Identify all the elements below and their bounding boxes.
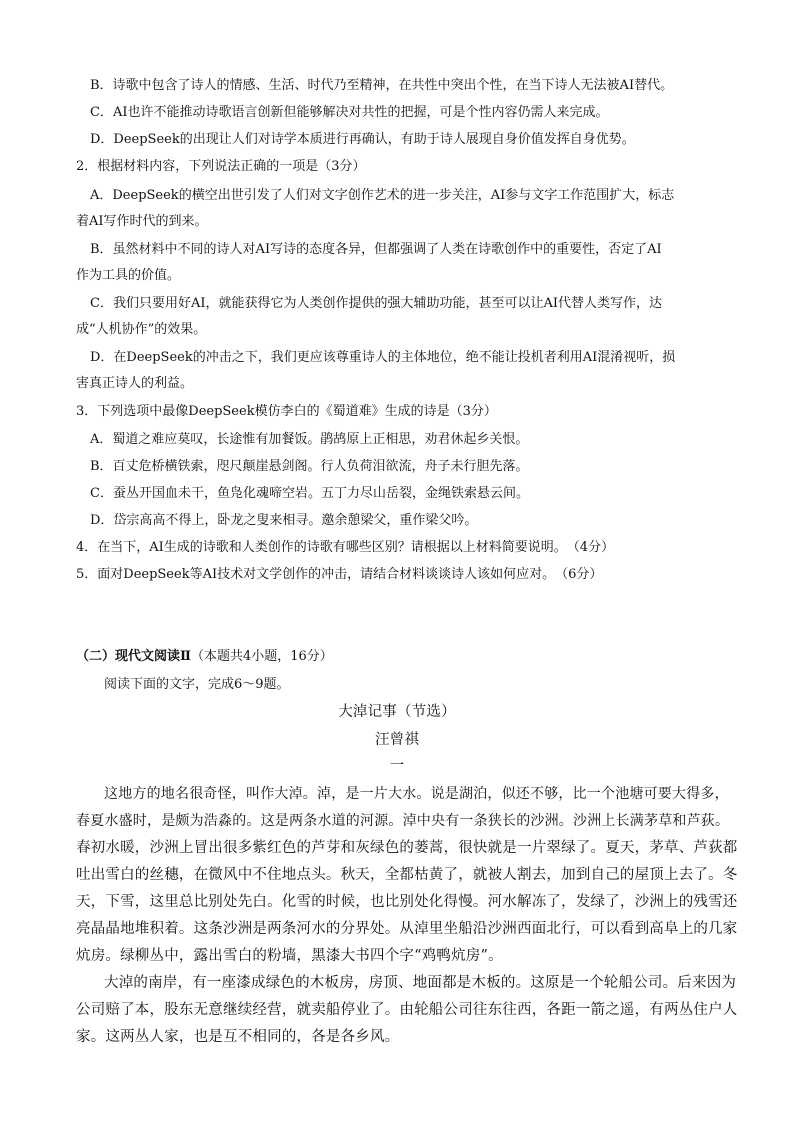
q1-option-b: B．诗歌中包含了诗人的情感、生活、时代乃至精神，在共性中突出个性，在当下诗人无法被AI替代。 — [90, 78, 674, 93]
q2-option-d-cont: 害真正诗人的利益。 — [76, 376, 194, 391]
q2-option-c: C．我们只要用好AI，就能获得它为人类创作提供的强大辅助功能，甚至可以让AI代替人类写作，达 — [90, 296, 662, 311]
q2-option-a: A．DeepSeek的横空出世引发了人们对文字创作艺术的进一步关注，AI参与文字工作范围扩大，标志 — [90, 188, 675, 203]
article-author: 汪曾祺 — [374, 732, 420, 748]
q2-option-b-cont: 作为工具的价值。 — [76, 268, 181, 283]
q2-option-d: D．在DeepSeek的冲击之下，我们更应该尊重诗人的主体地位，绝不能让投机者利用AI混淆视听，损 — [90, 350, 676, 365]
paragraph-line: 天，下雪，这里总比别处先白。化雪的时候，也比别处化得慢。河水解冻了，发绿了，沙洲上的残雪还 — [76, 894, 738, 910]
section-instruction: 阅读下面的文字，完成6～9题。 — [104, 677, 290, 692]
q2-stem: 2．根据材料内容，下列说法正确的一项是（3分） — [76, 159, 366, 174]
paragraph-line: 亮晶晶地堆积着。这条沙洲是两条河水的分界处。从淖里坐船沿沙洲西面北行，可以看到高阜上的几家 — [76, 921, 738, 937]
paragraph-line: 春初水暖，沙洲上冒出很多紫红色的芦芽和灰绿色的蒌蒿，很快就是一片翠绿了。夏天，茅草、芦荻都 — [76, 840, 738, 856]
q3-option-c: C．蚕丛开国血未干，鱼凫化魂啼空岩。五丁力尽山岳裂，金绳铁索悬云间。 — [90, 486, 529, 501]
paragraph-line: 公司赔了本，股东无意继续经营，就卖船停业了。由轮船公司往东往西，各距一箭之遥，有两丛住户人 — [76, 1002, 738, 1018]
q3-option-b: B．百丈危桥横铁索，咫尺颠崖悬剑阁。行人负荷泪欲流，舟子未行胆先落。 — [90, 459, 529, 474]
q5-stem: 5．面对DeepSeek等AI技术对文学创作的冲击，请结合材料谈谈诗人该如何应对。 （6分） — [76, 567, 603, 582]
section-heading-note: （本题共4小题，16分） — [190, 649, 333, 664]
q3-stem: 3．下列选项中最像DeepSeek模仿李白的《蜀道难》生成的诗是（3分） — [76, 404, 497, 419]
section-heading-label: （二）现代文阅读Ⅱ — [76, 649, 191, 664]
q3-option-d: D．岱宗高高不得上，卧龙之叟来相寻。邀余憩梁父，重作梁父吟。 — [90, 513, 478, 528]
q2-option-a-cont: 着AI写作时代的到来。 — [76, 214, 208, 229]
q2-option-c-cont: 成“人机协作”的效果。 — [76, 322, 207, 337]
q2-option-b: B．虽然材料中不同的诗人对AI写诗的态度各异，但都强调了人类在诗歌创作中的重要性，否定了AI — [90, 242, 662, 257]
paragraph-line: 春夏水盛时，是颇为浩淼的。这是两条水道的河源。淖中央有一条狭长的沙洲。沙洲上长满茅草和芦荻。 — [76, 813, 730, 829]
paragraph-line: 吐出雪白的丝穗，在微风中不住地点头。秋天，全都枯黄了，就被人割去，加到自己的屋顶上去了。冬 — [76, 867, 738, 883]
q1-option-c: C．AI也许不能推动诗歌语言创新但能够解决对共性的把握，可是个性内容仍需人来完成。 — [90, 105, 609, 120]
article-title: 大淖记事（节选） — [338, 704, 456, 720]
article-part-number: 一 — [389, 758, 405, 774]
paragraph-line: 这地方的地名很奇怪，叫作大淖。淖，是一片大水。说是湖泊，似还不够，比一个池塘可要大得多， — [104, 786, 729, 802]
paragraph-line: 炕房。绿柳丛中，露出雪白的粉墙，黑漆大书四个字“鸡鸭炕房”。 — [76, 948, 503, 964]
q4-stem: 4．在当下，AI生成的诗歌和人类创作的诗歌有哪些区别？请根据以上材料简要说明。 （4分） — [76, 540, 615, 555]
paragraph-line: 家。这两丛人家，也是互不相同的，各是各乡风。 — [76, 1029, 400, 1045]
q1-option-d: D．DeepSeek的出现让人们对诗学本质进行再确认，有助于诗人展现自身价值发挥自身优势。 — [90, 132, 635, 147]
section-heading — [76, 647, 333, 667]
q3-option-a: A．蜀道之难应莫叹，长途惟有加餐饭。鹃鸪原上正相思，劝君休起乡关恨。 — [90, 432, 529, 447]
paragraph-line: 大淖的南岸，有一座漆成绿色的木板房，房顶、地面都是木板的。这原是一个轮船公司。后来因为 — [104, 975, 737, 991]
